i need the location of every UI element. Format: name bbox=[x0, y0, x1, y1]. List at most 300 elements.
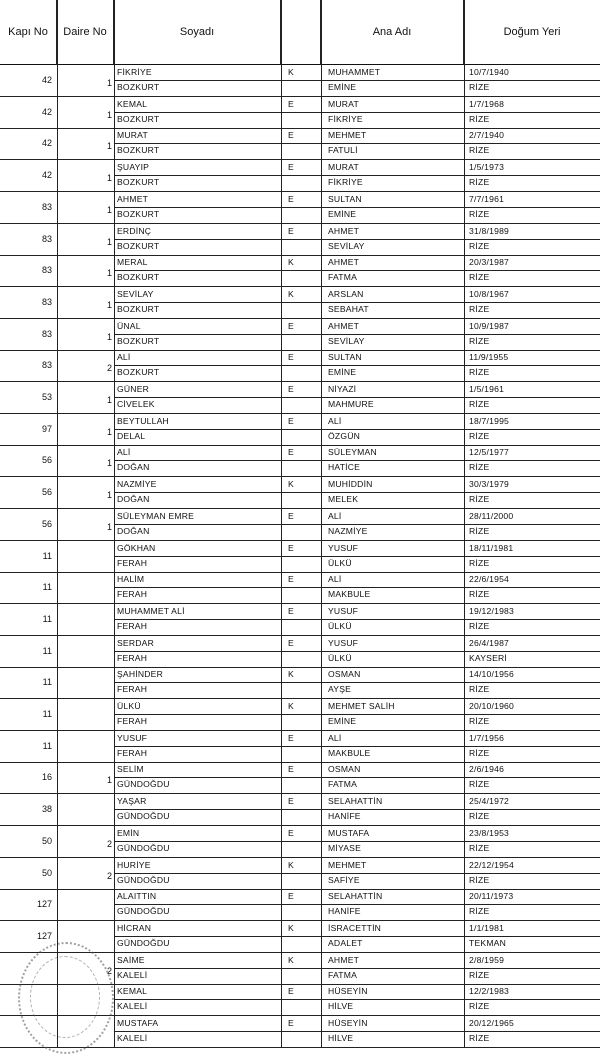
father-name: AHMET bbox=[328, 954, 360, 965]
first-name: SERDAR bbox=[117, 637, 155, 648]
birth-date: 25/4/1972 bbox=[469, 796, 510, 807]
first-name: YUSUF bbox=[117, 732, 148, 743]
father-name: SÜLEYMAN bbox=[328, 447, 377, 458]
birth-date: 12/2/1983 bbox=[469, 986, 510, 997]
gender: K bbox=[288, 954, 294, 965]
kapi-no-value: 56 bbox=[41, 518, 52, 529]
first-name: FİKRİYE bbox=[117, 67, 152, 77]
mother-name: HANİFE bbox=[328, 811, 361, 822]
mother-name: FATMA bbox=[328, 779, 358, 790]
column-divider bbox=[321, 0, 322, 1048]
row-midline bbox=[114, 968, 600, 969]
header-daire-no: Daire No bbox=[57, 0, 114, 64]
kapi-no-value: 42 bbox=[41, 106, 52, 117]
first-name: BEYTULLAH bbox=[117, 415, 169, 426]
birth-place: RİZE bbox=[469, 716, 490, 726]
header-ana-adi: Ana Adı bbox=[321, 0, 464, 64]
surname: BOZKURT bbox=[117, 113, 160, 124]
birth-date: 20/11/1973 bbox=[469, 891, 514, 902]
table-row bbox=[0, 382, 600, 414]
surname: FERAH bbox=[117, 652, 148, 663]
birth-date: 10/9/1987 bbox=[469, 320, 510, 331]
mother-name: ÜLKÜ bbox=[328, 652, 352, 663]
first-name: ÜLKÜ bbox=[117, 701, 141, 711]
daire-no-value: 1 bbox=[106, 458, 112, 469]
surname: KALELİ bbox=[117, 1033, 148, 1043]
surname: BOZKURT bbox=[117, 367, 160, 378]
mother-name: MELEK bbox=[328, 494, 359, 505]
birth-date: 20/12/1965 bbox=[469, 1018, 515, 1028]
row-midline bbox=[114, 873, 600, 874]
row-midline bbox=[114, 460, 600, 461]
row-midline bbox=[114, 746, 600, 747]
row-midline bbox=[114, 682, 600, 683]
daire-no-value: 1 bbox=[106, 204, 112, 215]
surname: DELAL bbox=[117, 430, 146, 441]
kapi-no-value: 83 bbox=[41, 296, 52, 307]
surname: BOZKURT bbox=[117, 145, 160, 156]
first-name: SEVİLAY bbox=[117, 288, 154, 299]
table-row bbox=[0, 667, 600, 699]
birth-date: 10/8/1967 bbox=[469, 288, 510, 299]
header-soyadi: Soyadı bbox=[114, 0, 281, 64]
row-midline bbox=[114, 556, 600, 557]
kapi-no-value: 83 bbox=[41, 360, 52, 371]
surname: DOĞAN bbox=[117, 494, 150, 505]
table-row bbox=[0, 858, 600, 890]
first-name: GÜNER bbox=[117, 384, 150, 394]
table-row bbox=[0, 636, 600, 668]
surname: FERAH bbox=[117, 684, 148, 695]
kapi-no-value: 127 bbox=[36, 930, 52, 941]
gender: E bbox=[288, 225, 294, 236]
birth-place: RİZE bbox=[469, 811, 490, 822]
birth-place: RİZE bbox=[469, 747, 490, 758]
birth-date: 19/12/1983 bbox=[469, 605, 515, 616]
birth-date: 26/4/1987 bbox=[469, 637, 510, 648]
gender: E bbox=[288, 637, 294, 648]
table-row bbox=[0, 287, 600, 319]
daire-no-value: 1 bbox=[106, 268, 112, 279]
row-midline bbox=[114, 809, 600, 810]
row-midline bbox=[114, 651, 600, 652]
header-dogum-yeri: Doğum Yeri bbox=[503, 25, 561, 38]
birth-date: 11/9/1955 bbox=[469, 352, 509, 363]
surname: BOZKURT bbox=[117, 303, 160, 314]
gender: E bbox=[288, 510, 294, 521]
birth-place: RİZE bbox=[469, 240, 490, 251]
father-name: MURAT bbox=[328, 98, 359, 109]
mother-name: ÜLKÜ bbox=[328, 557, 352, 568]
birth-place: RİZE bbox=[469, 779, 490, 790]
mother-name: EMİNE bbox=[328, 208, 357, 219]
column-divider bbox=[464, 0, 465, 1048]
kapi-no-value: 50 bbox=[41, 835, 52, 846]
father-name: İSRACETTİN bbox=[328, 922, 382, 933]
gender: K bbox=[288, 701, 294, 711]
gender: E bbox=[288, 891, 294, 902]
daire-no-value: 1 bbox=[106, 426, 112, 437]
birth-date: 1/7/1968 bbox=[469, 98, 505, 109]
birth-place: RİZE bbox=[469, 113, 490, 124]
mother-name: FİKRİYE bbox=[328, 113, 363, 124]
surname: BOZKURT bbox=[117, 272, 160, 283]
surname: BOZKURT bbox=[117, 208, 160, 219]
birth-date: 2/7/1940 bbox=[469, 130, 505, 141]
father-name: HÜSEYİN bbox=[328, 986, 368, 997]
column-divider bbox=[281, 0, 282, 1048]
mother-name: SAFİYE bbox=[328, 874, 360, 885]
row-midline bbox=[114, 239, 600, 240]
first-name: YAŞAR bbox=[117, 796, 147, 807]
header-kapi-no: Kapı No bbox=[0, 0, 57, 64]
mother-name: HİLVE bbox=[328, 1033, 354, 1043]
father-name: HÜSEYİN bbox=[328, 1018, 368, 1028]
kapi-no-value: 16 bbox=[41, 772, 52, 783]
mother-name: FATMA bbox=[328, 969, 358, 980]
gender: K bbox=[288, 67, 294, 77]
first-name: MUHAMMET ALİ bbox=[117, 605, 185, 616]
table-row bbox=[0, 445, 600, 477]
birth-date: 2/8/1959 bbox=[469, 954, 505, 965]
row-midline bbox=[114, 999, 600, 1000]
father-name: AHMET bbox=[328, 320, 360, 331]
birth-date: 28/11/2000 bbox=[469, 510, 514, 521]
birth-place: RİZE bbox=[469, 430, 490, 441]
first-name: MURAT bbox=[117, 130, 148, 141]
father-name: AHMET bbox=[328, 225, 360, 236]
father-name: YUSUF bbox=[328, 542, 359, 553]
kapi-no-value: 97 bbox=[41, 423, 52, 434]
table-row bbox=[0, 604, 600, 636]
kapi-no-value: 83 bbox=[41, 265, 52, 276]
gender: K bbox=[288, 257, 294, 268]
father-name: ARSLAN bbox=[328, 288, 364, 299]
gender: E bbox=[288, 447, 294, 458]
daire-no-value: 1 bbox=[106, 109, 112, 120]
first-name: ALİ bbox=[117, 447, 131, 458]
table-row bbox=[0, 509, 600, 541]
row-midline bbox=[114, 334, 600, 335]
mother-name: AYŞE bbox=[328, 684, 352, 695]
column-divider bbox=[114, 0, 115, 1048]
table-row bbox=[0, 541, 600, 573]
kapi-no-value: 127 bbox=[36, 899, 52, 910]
birth-date: 31/8/1989 bbox=[469, 225, 510, 236]
birth-place: RİZE bbox=[469, 1001, 490, 1012]
gender: E bbox=[288, 130, 294, 141]
row-midline bbox=[114, 365, 600, 366]
table-row bbox=[0, 224, 600, 256]
mother-name: MİYASE bbox=[328, 842, 362, 853]
surname: FERAH bbox=[117, 589, 148, 600]
birth-place: RİZE bbox=[469, 208, 490, 219]
mother-name: ADALET bbox=[328, 937, 363, 948]
father-name: MEHMET bbox=[328, 859, 367, 870]
father-name: OSMAN bbox=[328, 669, 361, 680]
first-name: EMİN bbox=[117, 827, 140, 838]
birth-date: 7/7/1961 bbox=[469, 193, 505, 204]
surname: GÜNDOĞDU bbox=[117, 937, 170, 948]
first-name: HİCRAN bbox=[117, 922, 152, 933]
father-name: SULTAN bbox=[328, 193, 362, 204]
birth-date: 18/11/1981 bbox=[469, 542, 514, 553]
row-midline bbox=[114, 524, 600, 525]
gender: E bbox=[288, 384, 294, 394]
first-name: KEMAL bbox=[117, 986, 148, 997]
gender: E bbox=[288, 796, 294, 807]
table-row bbox=[0, 889, 600, 921]
birth-date: 20/3/1987 bbox=[469, 257, 510, 268]
table-header bbox=[0, 0, 600, 65]
surname: BOZKURT bbox=[117, 335, 160, 346]
surname: BOZKURT bbox=[117, 240, 160, 251]
first-name: KEMAL bbox=[117, 98, 148, 109]
kapi-no-value: 11 bbox=[42, 740, 52, 751]
kapi-no-value: 11 bbox=[42, 645, 52, 656]
mother-name: SEBAHAT bbox=[328, 303, 369, 314]
surname: GÜNDOĞDU bbox=[117, 842, 170, 853]
table-row bbox=[0, 192, 600, 224]
mother-name: ÖZGÜN bbox=[328, 430, 361, 441]
gender: E bbox=[288, 574, 294, 585]
father-name: MURAT bbox=[328, 162, 359, 173]
gender: E bbox=[288, 605, 294, 616]
table-row bbox=[0, 319, 600, 351]
table-row bbox=[0, 762, 600, 794]
first-name: ŞUAYIP bbox=[117, 162, 150, 173]
kapi-no-value: 11 bbox=[42, 613, 52, 624]
table-row bbox=[0, 572, 600, 604]
birth-place: KAYSERİ bbox=[469, 652, 508, 663]
mother-name: MAKBULE bbox=[328, 589, 371, 600]
birth-date: 1/5/1973 bbox=[469, 162, 505, 173]
mother-name: HANİFE bbox=[328, 906, 361, 917]
daire-no-value: 1 bbox=[106, 78, 112, 88]
surname: GÜNDOĞDU bbox=[117, 811, 170, 822]
mother-name: HİLVE bbox=[328, 1001, 354, 1012]
mother-name: SEVİLAY bbox=[328, 335, 365, 346]
table-row bbox=[0, 128, 600, 160]
daire-no-value: 1 bbox=[106, 331, 112, 342]
birth-place: RİZE bbox=[469, 906, 490, 917]
first-name: ERDİNÇ bbox=[117, 225, 152, 236]
birth-date: 20/10/1960 bbox=[469, 701, 515, 711]
table-row bbox=[0, 160, 600, 192]
daire-no-value: 1 bbox=[106, 141, 112, 152]
mother-name: MAKBULE bbox=[328, 747, 371, 758]
surname: GÜNDOĞDU bbox=[117, 874, 170, 885]
kapi-no-value: 38 bbox=[41, 804, 52, 815]
table-row bbox=[0, 731, 600, 763]
kapi-no-value: 56 bbox=[41, 487, 52, 498]
father-name: SULTAN bbox=[328, 352, 362, 363]
row-divider bbox=[0, 1047, 600, 1048]
daire-no-value: 1 bbox=[106, 521, 112, 532]
gender: E bbox=[288, 162, 294, 173]
kapi-no-value: 50 bbox=[41, 867, 52, 878]
surname: FERAH bbox=[117, 557, 148, 568]
surname: KALELİ bbox=[117, 969, 148, 980]
row-midline bbox=[114, 587, 600, 588]
birth-date: 14/10/1956 bbox=[469, 669, 515, 680]
daire-no-value: 1 bbox=[106, 775, 112, 786]
birth-place: RİZE bbox=[469, 684, 490, 695]
birth-place: RİZE bbox=[469, 177, 490, 188]
row-midline bbox=[114, 936, 600, 937]
birth-place: RİZE bbox=[469, 462, 490, 473]
father-name: ALİ bbox=[328, 415, 342, 426]
row-midline bbox=[114, 207, 600, 208]
gender: E bbox=[288, 1018, 294, 1028]
kapi-no-value: 11 bbox=[42, 550, 52, 561]
mother-name: EMİNE bbox=[328, 82, 357, 92]
father-name: MUHİDDİN bbox=[328, 479, 373, 490]
daire-no-value: 2 bbox=[106, 870, 112, 881]
birth-date: 22/12/1954 bbox=[469, 859, 515, 870]
row-midline bbox=[114, 112, 600, 113]
daire-no-value: 1 bbox=[106, 173, 112, 184]
birth-place: RİZE bbox=[469, 303, 490, 314]
mother-name: SEVİLAY bbox=[328, 240, 365, 251]
kapi-no-value: 42 bbox=[41, 138, 52, 149]
gender: E bbox=[288, 732, 294, 743]
birth-place: TEKMAN bbox=[469, 937, 507, 948]
daire-no-value: 2 bbox=[106, 965, 112, 976]
row-midline bbox=[114, 714, 600, 715]
surname: BOZKURT bbox=[117, 177, 160, 188]
mother-name: HATİCE bbox=[328, 462, 361, 473]
table-row bbox=[0, 65, 600, 97]
mother-name: EMİNE bbox=[328, 716, 357, 726]
kapi-no-value: 11 bbox=[42, 677, 52, 688]
birth-date: 22/6/1954 bbox=[469, 574, 510, 585]
mother-name: NAZMİYE bbox=[328, 525, 368, 536]
daire-no-value: 1 bbox=[106, 395, 112, 405]
gender: E bbox=[288, 827, 294, 838]
first-name: SELİM bbox=[117, 764, 144, 775]
birth-date: 30/3/1979 bbox=[469, 479, 510, 490]
header-cinsiyet bbox=[281, 0, 321, 64]
first-name: GÖKHAN bbox=[117, 542, 156, 553]
daire-no-value: 2 bbox=[106, 838, 112, 849]
daire-no-value: 2 bbox=[106, 363, 112, 374]
father-name: ALİ bbox=[328, 732, 342, 743]
gender: E bbox=[288, 764, 294, 775]
row-midline bbox=[114, 143, 600, 144]
father-name: OSMAN bbox=[328, 764, 361, 775]
birth-place: RİZE bbox=[469, 874, 490, 885]
gender: E bbox=[288, 98, 294, 109]
table-row bbox=[0, 699, 600, 731]
birth-place: RİZE bbox=[469, 145, 490, 156]
surname: GÜNDOĞDU bbox=[117, 779, 170, 790]
gender: E bbox=[288, 542, 294, 553]
first-name: NAZMİYE bbox=[117, 479, 157, 490]
first-name: MUSTAFA bbox=[117, 1018, 159, 1028]
mother-name: FATULİ bbox=[328, 145, 358, 156]
first-name: AHMET bbox=[117, 193, 149, 204]
birth-place: RİZE bbox=[469, 335, 490, 346]
birth-place: RİZE bbox=[469, 82, 490, 92]
row-midline bbox=[114, 1031, 600, 1032]
first-name: ALİ bbox=[117, 352, 131, 363]
birth-place: RİZE bbox=[469, 589, 490, 600]
father-name: SELAHATTİN bbox=[328, 796, 383, 807]
table-row bbox=[0, 794, 600, 826]
gender: E bbox=[288, 986, 294, 997]
father-name: MEHMET bbox=[328, 130, 367, 141]
row-midline bbox=[114, 841, 600, 842]
father-name: ALİ bbox=[328, 574, 342, 585]
father-name: SELAHATTİN bbox=[328, 891, 383, 902]
row-midline bbox=[114, 397, 600, 398]
row-midline bbox=[114, 777, 600, 778]
father-name: YUSUF bbox=[328, 605, 359, 616]
gender: E bbox=[288, 193, 294, 204]
first-name: SAİME bbox=[117, 954, 145, 965]
kapi-no-value: 83 bbox=[41, 328, 52, 339]
table-row bbox=[0, 97, 600, 129]
birth-place: RİZE bbox=[469, 557, 490, 568]
mother-name: FİKRİYE bbox=[328, 177, 363, 188]
table-row bbox=[0, 921, 600, 953]
birth-place: RİZE bbox=[469, 272, 490, 283]
surname: BOZKURT bbox=[117, 82, 160, 92]
birth-date: 23/8/1953 bbox=[469, 827, 510, 838]
birth-date: 1/7/1956 bbox=[469, 732, 505, 743]
surname: CİVELEK bbox=[117, 399, 155, 409]
first-name: ÜNAL bbox=[117, 320, 141, 331]
mother-name: ÜLKÜ bbox=[328, 620, 352, 631]
first-name: ŞAHİNDER bbox=[117, 669, 164, 680]
gender: K bbox=[288, 922, 294, 933]
birth-place: RİZE bbox=[469, 1033, 490, 1043]
daire-no-value: 1 bbox=[106, 236, 112, 247]
surname: FERAH bbox=[117, 747, 148, 758]
first-name: ALAITTIN bbox=[117, 891, 157, 902]
daire-no-value: 1 bbox=[106, 490, 112, 501]
surname: KALELİ bbox=[117, 1001, 148, 1012]
gender: E bbox=[288, 352, 294, 363]
birth-date: 1/1/1981 bbox=[469, 922, 505, 933]
row-midline bbox=[114, 302, 600, 303]
table-row bbox=[0, 826, 600, 858]
table-row bbox=[0, 477, 600, 509]
daire-no-value: 1 bbox=[106, 299, 112, 310]
gender: K bbox=[288, 479, 294, 490]
official-seal-inner-ring bbox=[30, 956, 100, 1038]
father-name: MUSTAFA bbox=[328, 827, 370, 838]
row-midline bbox=[114, 904, 600, 905]
first-name: HURİYE bbox=[117, 859, 151, 870]
mother-name: EMİNE bbox=[328, 367, 357, 378]
surname: FERAH bbox=[117, 716, 148, 726]
gender: E bbox=[288, 320, 294, 331]
table-row bbox=[0, 350, 600, 382]
birth-date: 18/7/1995 bbox=[469, 415, 510, 426]
father-name: MUHAMMET bbox=[328, 67, 381, 77]
first-name: HALİM bbox=[117, 574, 145, 585]
birth-place: RİZE bbox=[469, 494, 490, 505]
surname: FERAH bbox=[117, 620, 148, 631]
birth-date: 10/7/1940 bbox=[469, 67, 510, 77]
kapi-no-value: 11 bbox=[42, 582, 52, 593]
father-name: YUSUF bbox=[328, 637, 359, 648]
table-row bbox=[0, 414, 600, 446]
birth-place: RİZE bbox=[469, 367, 490, 378]
gender: K bbox=[288, 288, 294, 299]
